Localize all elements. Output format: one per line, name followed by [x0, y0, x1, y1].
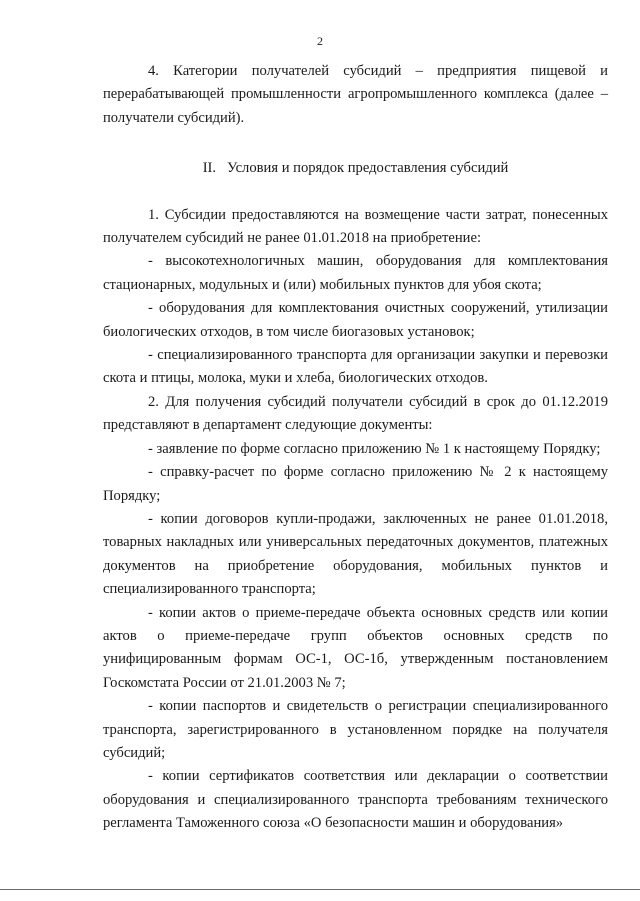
- list-item-transport-passports: - копии паспортов и свидетельств о регистрации специализированного транспорта, зарегистрированного в установленном порядке на получателя субсидий;: [103, 698, 608, 761]
- list-item-high-tech-machines: - высокотехнологичных машин, оборудования для комплектования стационарных, модульных и (или) мобильных пунктов для убоя скота;: [103, 253, 608, 293]
- section-heading: II. Условия и порядок предоставления субсидий: [202, 160, 509, 177]
- list-item-calculation: - справку-расчет по форме согласно приложению № 2 к настоящему Порядку;: [103, 464, 608, 504]
- paragraph-documents-deadline: 2. Для получения субсидий получатели субсидий в срок до 01.12.2019 представляют в департамент следующие документы:: [103, 393, 608, 434]
- page-number: 2: [317, 34, 323, 48]
- list-item-application: - заявление по форме согласно приложению № 1 к настоящему Порядку;: [148, 440, 601, 457]
- paragraph-recipient-categories: 4. Категории получателей субсидий – предприятия пищевой и перерабатывающей промышленности агропромышленного комплекса (далее – получатели субсидий).: [103, 63, 608, 126]
- list-item-certificates: - копии сертификатов соответствия или декларации о соответствии оборудования и специализированного транспорта требованиям технического регламента Таможенного союза «О безопасности машин и оборудования»: [103, 768, 608, 832]
- document-body: [103, 60, 608, 836]
- paragraph-subsidy-purpose: 1. Субсидии предоставляются на возмещение части затрат, понесенных получателем субсидий не ранее 01.01.2018 на приобретение:: [103, 206, 608, 247]
- list-item-treatment-equipment: - оборудования для комплектования очистных сооружений, утилизации биологических отходов, в том числе биогазовых установок;: [103, 300, 608, 340]
- list-item-special-transport: - специализированного транспорта для организации закупки и перевозки скота и птицы, молока, муки и хлеба, биологических отходов.: [103, 347, 608, 387]
- list-item-contracts: - копии договоров купли-продажи, заключенных не ранее 01.01.2018, товарных накладных или универсальных передаточных документов, платежных документов на приобретение оборудования, мобильных пунктов и специализированного транспорта;: [103, 510, 608, 598]
- list-item-acceptance-acts: - копии актов о приеме-передаче объекта основных средств или копии актов о приеме-передаче групп объектов основных средств по унифицированным формам ОС-1, ОС-1б, утвержденным постановлением Госкомстата России от 21.01.2003 № 7;: [103, 604, 608, 691]
- scan-bottom-edge: [0, 889, 640, 890]
